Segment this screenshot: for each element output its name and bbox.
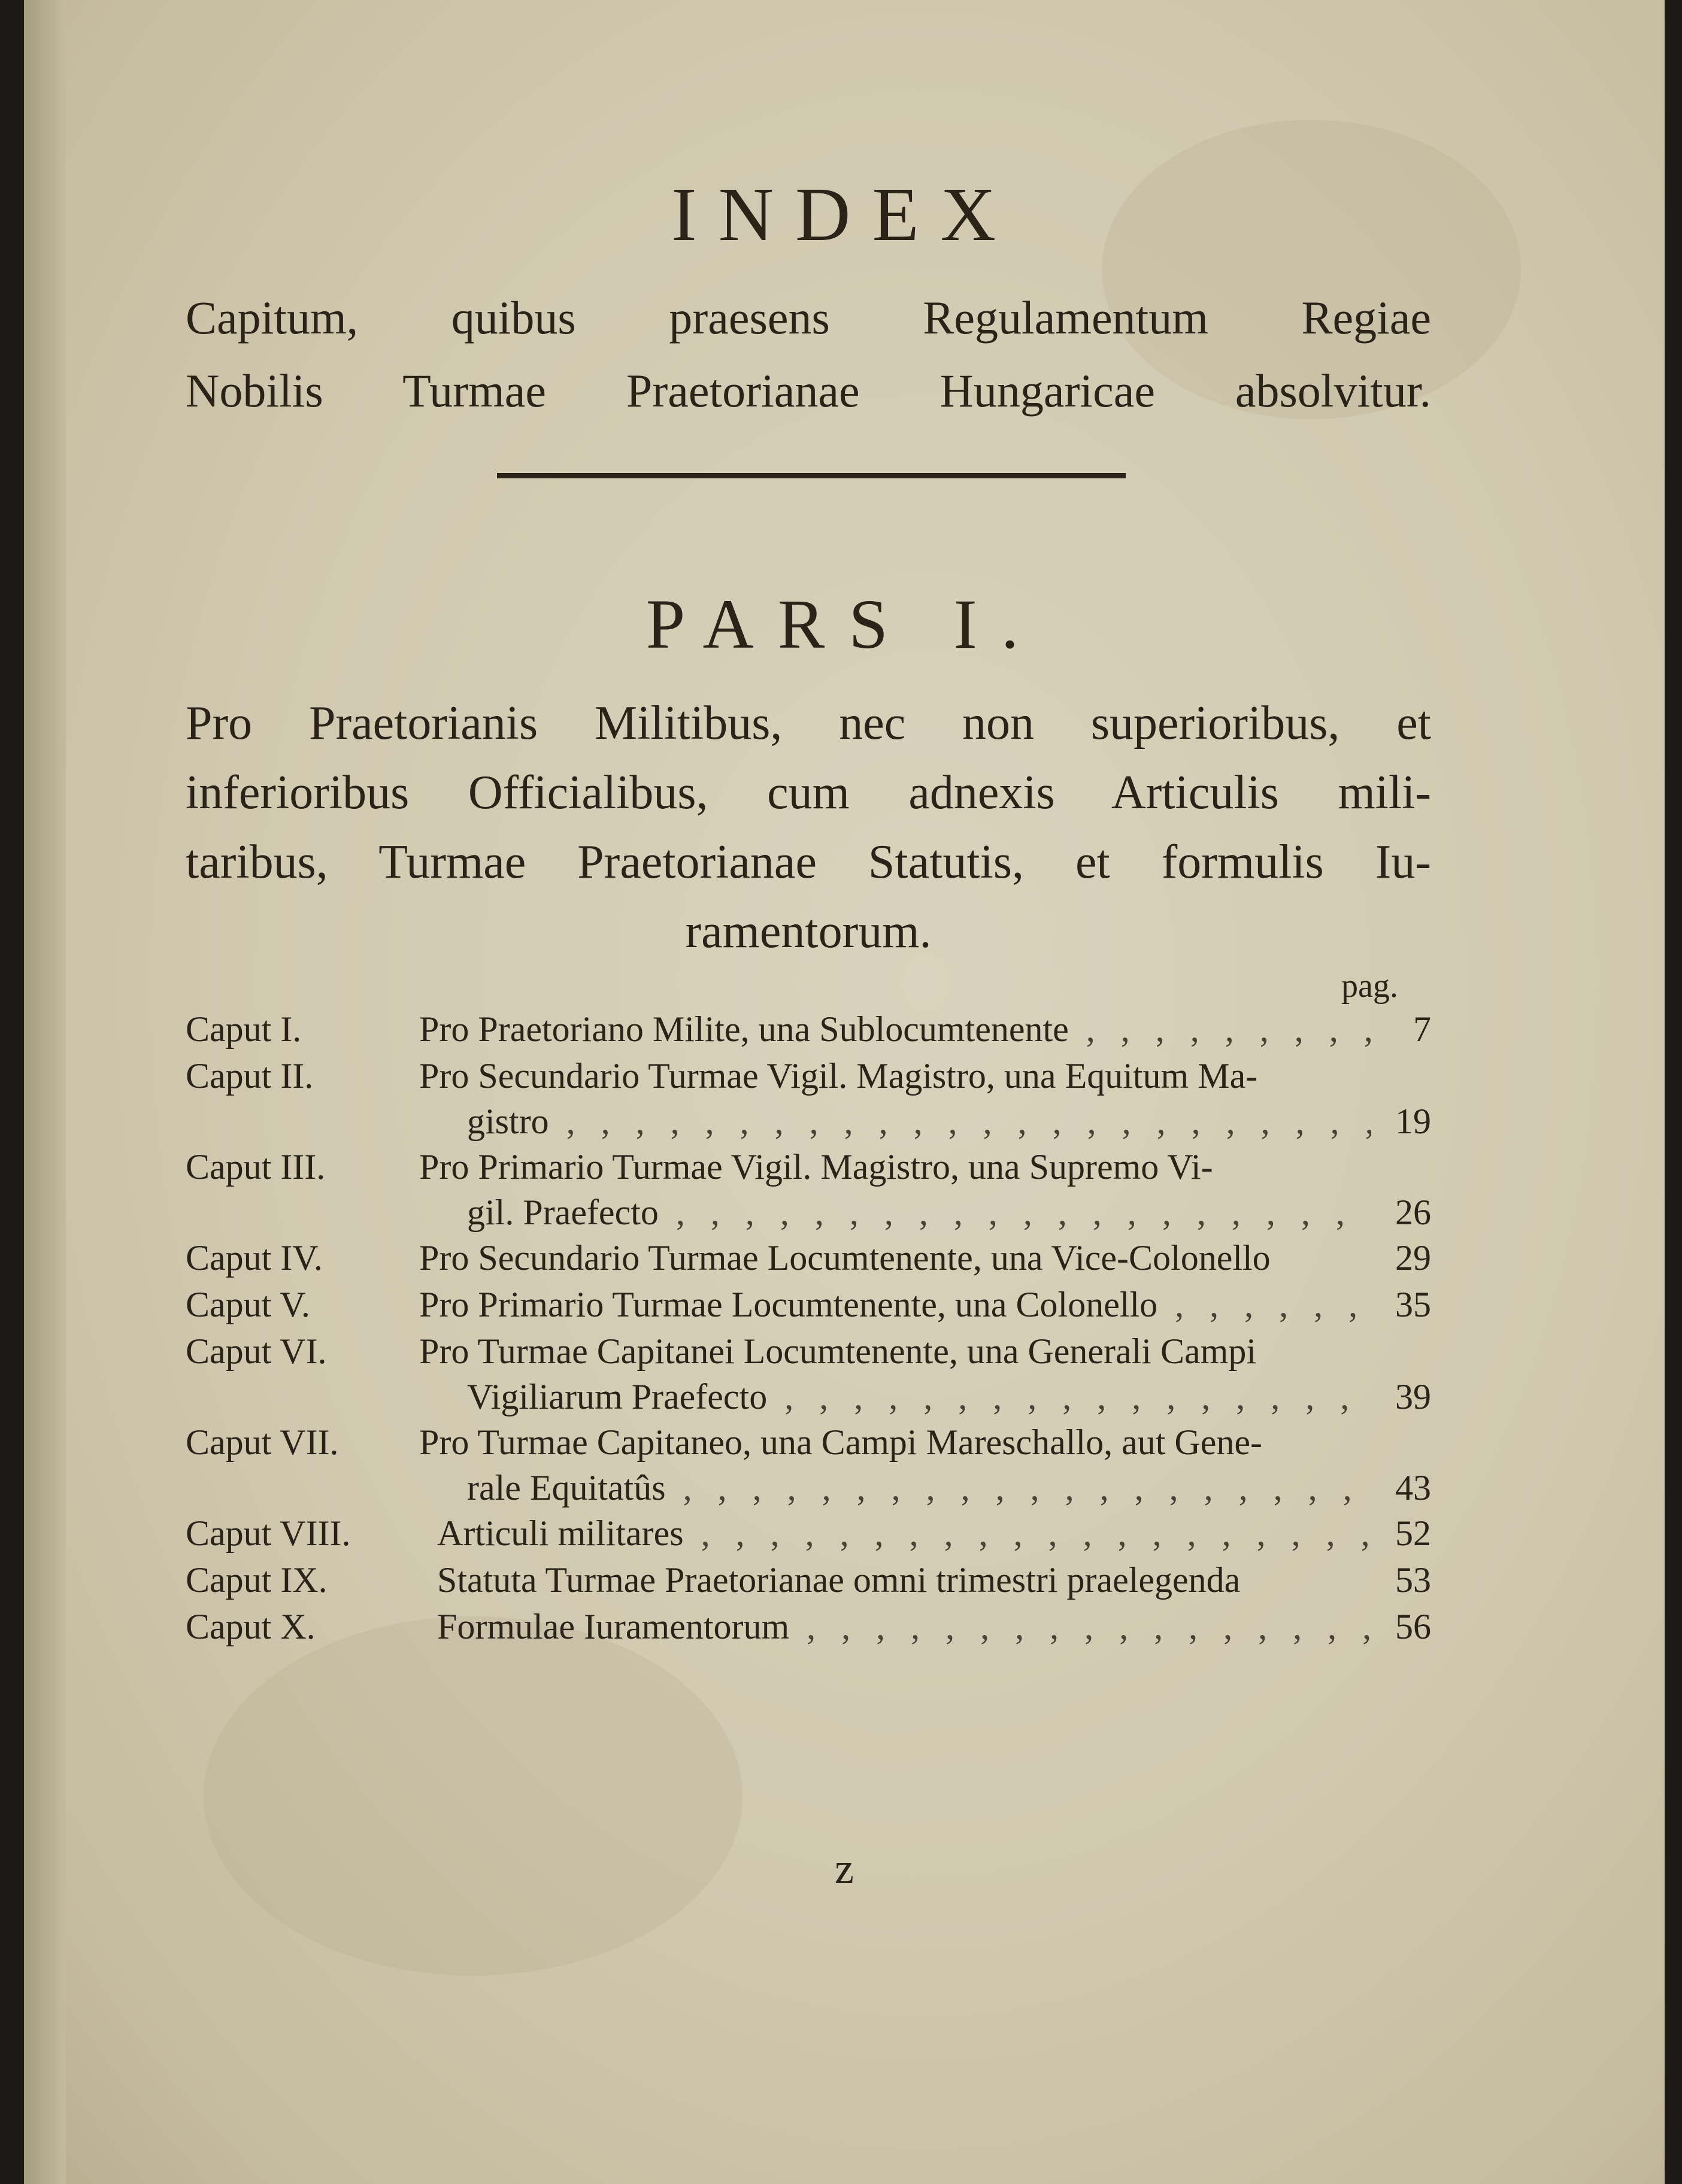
toc-text: Pro Turmae Capitaneo, una Campi Mareschallo, aut Gene-	[419, 1422, 1263, 1462]
toc-text: Pro Primario Turmae Vigil. Magistro, una Supremo Vi-	[419, 1147, 1213, 1187]
toc-entry	[186, 1557, 1431, 1603]
toc-text: Articuli militares , , , , , , , , , , , , , , , , , , , , , , , , , , , , , ,	[437, 1510, 1371, 1557]
toc-caput: Caput VII.	[186, 1422, 339, 1462]
toc-entry-continuation	[186, 1466, 1431, 1510]
page-column-label: pag.	[1341, 967, 1398, 1005]
subtitle-line: Nobilis Turmae Praetorianae Hungaricae absolvitur.	[186, 365, 1431, 417]
horizontal-rule	[497, 473, 1126, 478]
table-of-contents	[186, 1006, 1431, 1650]
toc-text: Pro Secundario Turmae Locumtenente, una Vice-Colonello	[419, 1238, 1271, 1278]
part-title: PARS I.	[645, 585, 1043, 663]
toc-caput: Caput I.	[186, 1009, 302, 1049]
toc-text: Formulae Iuramentorum , , , , , , , , , , , , , , , , , , , , , , , , , , , , , ,	[437, 1603, 1371, 1650]
signature-mark: z	[835, 1845, 854, 1892]
toc-text: Pro Secundario Turmae Vigil. Magistro, una Equitum Ma-	[419, 1056, 1258, 1096]
toc-text-cont: rale Equitatûs , , , , , , , , , , , , , , , , , , , , , , , , , , , , , ,	[467, 1466, 1371, 1510]
toc-entry	[186, 1419, 1431, 1466]
subtitle-line: Capitum, quibus praesens Regulamentum Regiae	[186, 292, 1431, 344]
index-title: INDEX	[671, 172, 1018, 257]
toc-text-cont: Vigiliarum Praefecto , , , , , , , , , , , , , , , , , , , , , , , , , , , , , ,	[467, 1375, 1371, 1419]
toc-page: 29	[1395, 1238, 1431, 1278]
part-desc-line: Pro Praetorianis Militibus, nec non superioribus, et	[186, 697, 1431, 750]
toc-entry	[186, 1603, 1431, 1650]
paper-stain	[204, 1616, 742, 1976]
toc-caput: Caput VIII.	[186, 1513, 351, 1553]
toc-text: Statuta Turmae Praetorianae omni trimestri praelegenda	[437, 1560, 1241, 1600]
toc-text: Pro Turmae Capitanei Locumtenente, una Generali Campi	[419, 1331, 1256, 1371]
toc-entry	[186, 1281, 1431, 1328]
toc-text: Pro Praetoriano Milite, una Sublocumtenente , , , , , , , , , , , , , , , , , , , , , , , , , , , , , ,	[419, 1006, 1371, 1052]
toc-entry-continuation	[186, 1375, 1431, 1419]
toc-entry	[186, 1006, 1431, 1052]
toc-caput: Caput V.	[186, 1285, 310, 1324]
toc-caput: Caput X.	[186, 1607, 316, 1646]
index-subtitle	[186, 281, 1431, 427]
toc-page: 53	[1395, 1560, 1431, 1600]
toc-page: 43	[1395, 1468, 1431, 1507]
page	[24, 0, 1665, 2184]
toc-text: Pro Primario Turmae Locumtenente, una Colonello , , , , , , , , , , , , , , , , , , , , , , , , , , , , , ,	[419, 1281, 1371, 1328]
toc-caput: Caput III.	[186, 1147, 326, 1187]
toc-entry-continuation	[186, 1190, 1431, 1234]
part-desc-line: inferioribus Officialibus, cum adnexis Articulis mili-	[186, 766, 1431, 819]
toc-page: 19	[1395, 1102, 1431, 1141]
toc-page: 35	[1395, 1285, 1431, 1324]
toc-entry	[186, 1234, 1431, 1281]
toc-caput: Caput IX.	[186, 1560, 328, 1600]
toc-page: 7	[1413, 1009, 1431, 1049]
toc-page: 39	[1395, 1377, 1431, 1416]
toc-entry	[186, 1143, 1431, 1190]
part-description	[186, 688, 1431, 966]
toc-caput: Caput IV.	[186, 1238, 323, 1278]
toc-text-cont: gil. Praefecto , , , , , , , , , , , , , , , , , , , , , , , , , , , , , ,	[467, 1190, 1371, 1234]
toc-page: 26	[1395, 1193, 1431, 1232]
toc-page: 56	[1395, 1607, 1431, 1646]
toc-entry	[186, 1510, 1431, 1557]
toc-entry-continuation	[186, 1099, 1431, 1143]
toc-text-cont: gistro , , , , , , , , , , , , , , , , , , , , , , , , , , , , , ,	[467, 1099, 1371, 1143]
toc-caput: Caput VI.	[186, 1331, 327, 1371]
part-desc-line: ramentorum.	[685, 905, 932, 958]
toc-caput: Caput II.	[186, 1056, 314, 1096]
toc-page: 52	[1395, 1513, 1431, 1553]
toc-entry	[186, 1052, 1431, 1099]
toc-entry	[186, 1328, 1431, 1375]
part-desc-line: taribus, Turmae Praetorianae Statutis, et formulis Iu-	[186, 836, 1431, 888]
